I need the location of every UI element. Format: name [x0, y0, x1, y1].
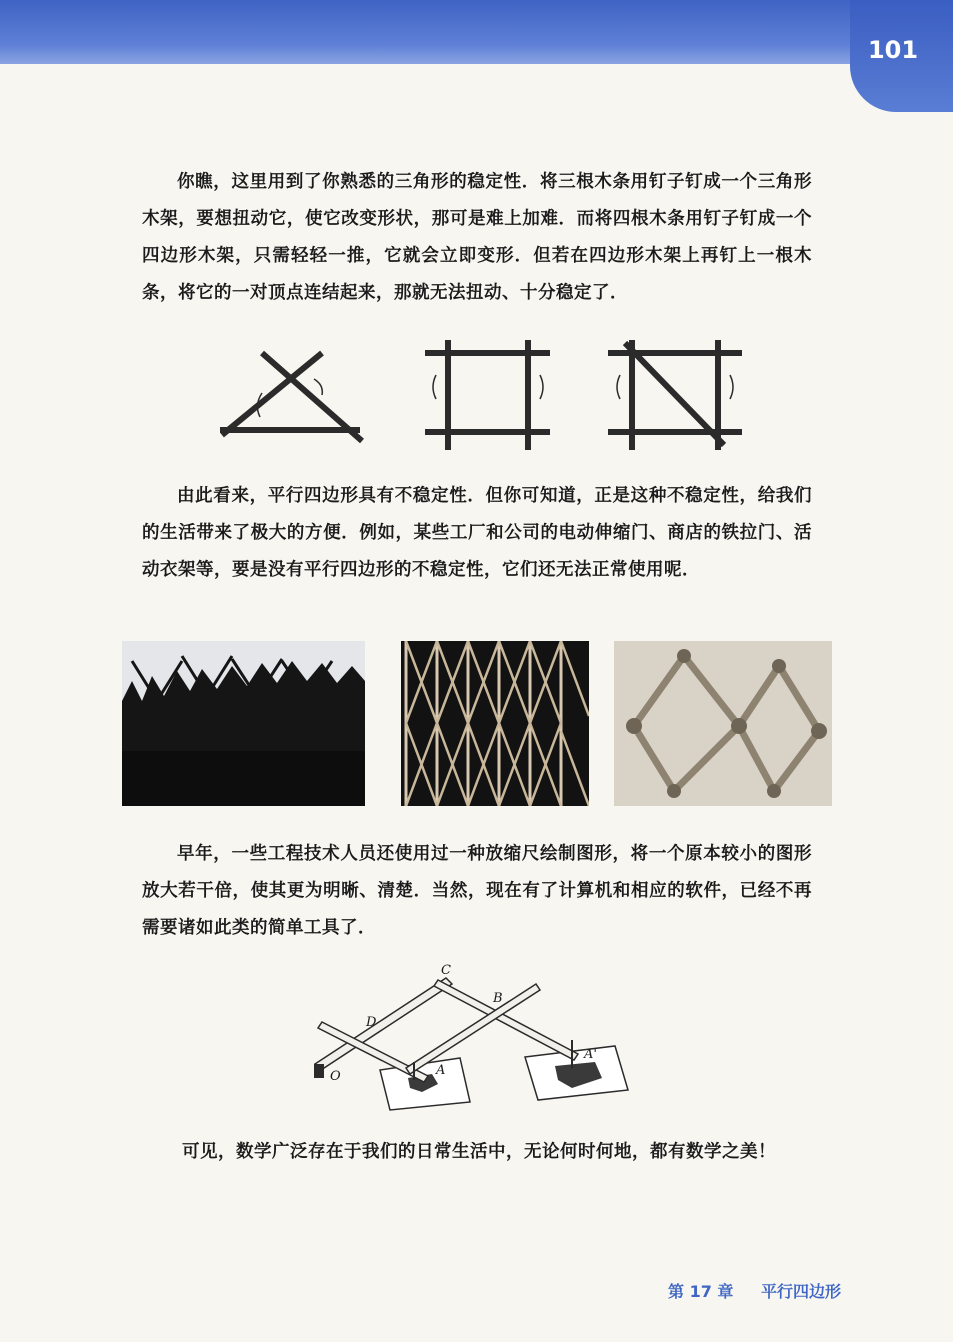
pantograph-figure — [310, 962, 640, 1112]
arm-cb — [434, 980, 578, 1060]
paragraph-instability: 由此看来，平行四边形具有不稳定性．但你可知道，正是这种不稳定性，给我们的生活带来了极大的方便．例如，某些工厂和公司的电动伸缩门、商店的铁拉门、活动衣架等，要是没有平行四边形的不稳定性，它们还无法正常使用呢． — [142, 486, 812, 580]
page-number: 101 — [867, 36, 919, 64]
label-o: O — [330, 1069, 341, 1084]
header-band — [0, 0, 953, 64]
pivot-o — [314, 1064, 324, 1078]
shop-folding-gate-photo — [401, 641, 589, 806]
triangle-frame — [220, 353, 362, 441]
folding-coat-rack-photo — [614, 641, 832, 806]
label-d: D — [366, 1015, 377, 1030]
wooden-frames-figure — [210, 335, 750, 455]
paragraph-stability: 你瞧，这里用到了你熟悉的三角形的稳定性．将三根木条用钉子钉成一个三角形木架，要想扭动它，使它改变形状，那可是难上加难．而将四根木条用钉子钉成一个四边形木架，只需轻轻一推，它就会立即变形．但若在四边形木架上再钉上一根木条，将它的一对顶点连结起来，那就无法扭动、十分稳定了． — [142, 172, 812, 303]
retractable-gate-photo — [122, 641, 365, 806]
paragraph-pantograph: 早年，一些工程技术人员还使用过一种放缩尺绘制图形，将一个原本较小的图形放大若干倍，使其更为明晰、清楚．当然，现在有了计算机和相应的软件，已经不再需要诸如此类的简单工具了． — [142, 844, 812, 938]
label-a: A — [436, 1063, 446, 1078]
square-frame — [425, 340, 550, 450]
page-footer — [668, 1279, 863, 1302]
footer-title: 平行四边形 — [761, 1282, 842, 1301]
label-c: C — [441, 963, 451, 978]
braced-square-frame — [608, 340, 742, 450]
footer-chapter: 第 17 章 — [668, 1282, 734, 1301]
label-a-prime: A' — [584, 1047, 597, 1062]
paragraph-conclusion: 可见，数学广泛存在于我们的日常生活中，无论何时何地，都有数学之美！ — [182, 1142, 776, 1162]
label-b: B — [493, 991, 503, 1006]
